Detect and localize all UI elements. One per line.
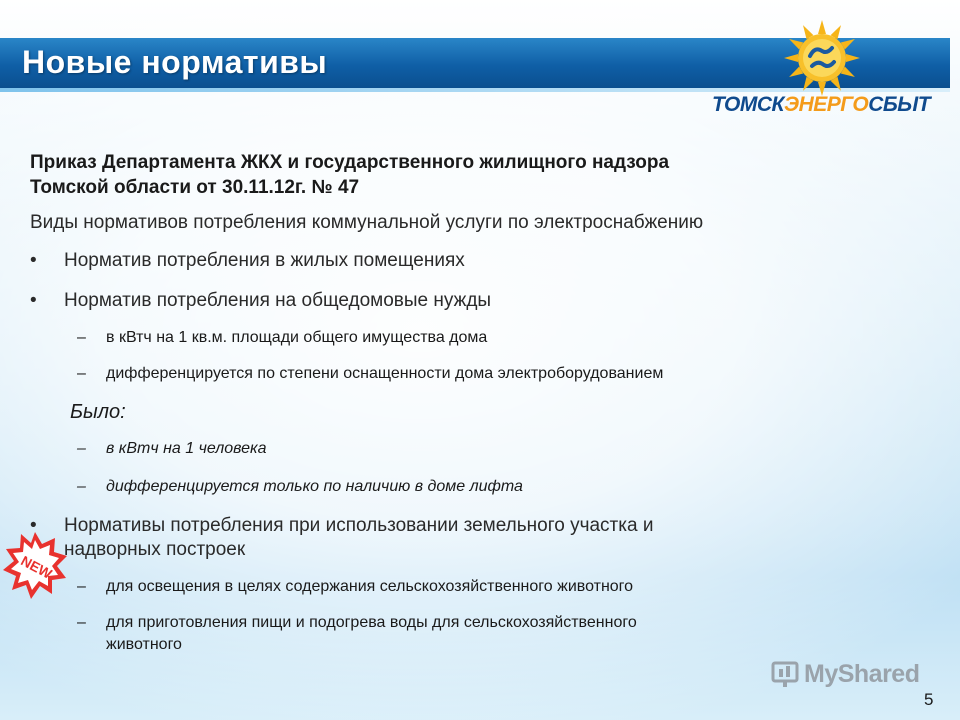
company-logo-text [712,93,930,117]
bullet-icon: • [30,515,37,536]
order-heading-line2: Томской области от 30.11.12г. № 47 [30,177,360,198]
list-item [30,514,930,562]
dash-icon: – [77,365,86,382]
dash-icon: – [77,478,86,495]
sub-list-item [30,576,930,598]
sub-item-text: для освещения в целях содержания сельскохозяйственного животного [106,578,634,595]
new-badge-icon [2,530,68,602]
order-heading-line1: Приказ Департамента ЖКХ и государственного жилищного надзора [30,152,670,173]
page-title: Новые нормативы [22,44,328,80]
sub-list-item [30,363,930,385]
logo-text-part1: ТОМСК [712,93,784,116]
watermark-text: MyShared [804,660,920,688]
list-item [30,249,930,273]
bullet-text-line1: Нормативы потребления при использовании земельного участка и [64,515,654,536]
sub-item-text: в кВтч на 1 человека [106,440,267,457]
bullet-icon: • [30,250,37,271]
new-badge-text: NEW [18,552,55,582]
sub-list-item [30,476,930,498]
presentation-icon [770,661,800,689]
order-heading [30,150,930,200]
dash-icon: – [77,440,86,457]
sub-list-item [30,612,930,656]
dash-icon: – [77,329,86,346]
slide-content [30,150,930,656]
intro-text: Виды нормативов потребления коммунальной услуги по электроснабжению [30,212,704,233]
sub-list-item [30,438,930,460]
watermark [770,660,919,689]
logo-text-part3: СБЫТ [868,93,931,116]
bullet-icon: • [30,290,37,311]
sub-item-text: дифференцируется по степени оснащенности дома электроборудованием [106,365,664,382]
page-number: 5 [924,690,934,709]
bullet-text-line2: надворных построек [64,539,246,560]
sub-item-text-line2: животного [106,636,182,653]
sub-item-text-line1: для приготовления пищи и подогрева воды для сельскохозяйственного [106,614,637,631]
was-label: Было: [70,401,126,423]
bullet-text: Норматив потребления в жилых помещениях [64,250,465,271]
sun-logo-icon [782,18,862,98]
dash-icon: – [77,578,86,595]
sub-item-text: в кВтч на 1 кв.м. площади общего имущества дома [106,329,488,346]
logo-text-part2: ЭНЕРГО [783,93,869,116]
dash-icon: – [77,614,86,631]
bullet-text: Норматив потребления на общедомовые нужды [64,290,492,311]
list-item [30,289,930,313]
sub-item-text: дифференцируется только по наличию в доме лифта [106,478,523,495]
sub-list-item [30,327,930,349]
